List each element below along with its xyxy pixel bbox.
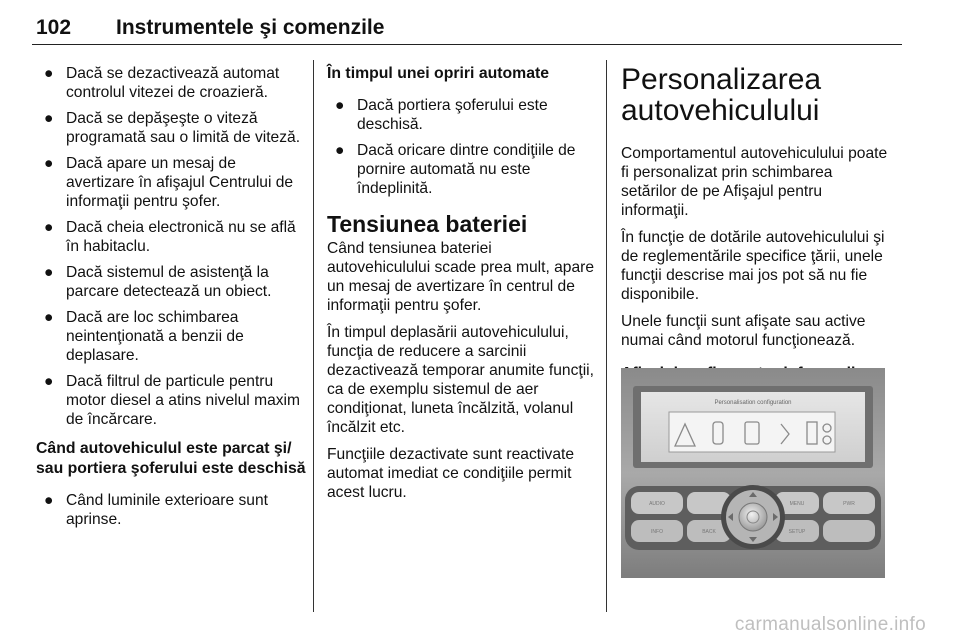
button-label: PWR: [843, 501, 855, 507]
button-label: MENU: [789, 501, 805, 507]
bullet-list: [36, 64, 306, 429]
section-title: Tensiunea bateriei: [327, 211, 528, 237]
chapter-title: Personalizarea autovehiculului: [621, 63, 822, 127]
section-heading: Când autovehiculul este parcat şi/ sau portiera şoferului este deschisă: [36, 440, 306, 477]
paragraph: Unele funcţii sunt afişate sau active numai când motorul funcţionează.: [621, 313, 866, 349]
paragraph: Când tensiunea bateriei autovehiculului scade prea mult, apare un mesaj de avertizare în centrul de informaţii pentru şofer.: [327, 240, 594, 314]
bullet-icon: ●: [44, 264, 54, 281]
column-1: [36, 64, 306, 536]
page-header: [32, 14, 902, 45]
info-display-photo: [621, 368, 885, 578]
column-divider: [313, 60, 314, 612]
multifunction-knob[interactable]: [739, 503, 767, 531]
bullet-icon: ●: [44, 219, 54, 236]
list-item: ● Dacă cheia electronică nu se află în habitaclu.: [44, 219, 296, 255]
bullet-icon: ●: [44, 492, 54, 509]
bullet-icon: ●: [44, 110, 54, 127]
bullet-icon: ●: [44, 65, 54, 82]
column-2: [327, 64, 595, 510]
bullet-list: [327, 96, 595, 198]
list-item: ● Dacă filtrul de particule pentru motor diesel a atins nivelul maxim de încărcare.: [44, 373, 300, 428]
tone-button[interactable]: [823, 520, 875, 542]
screen-title: Personalisation configuration: [714, 400, 792, 406]
column-3: [621, 64, 889, 396]
column-divider: [606, 60, 607, 612]
bullet-icon: ●: [335, 97, 345, 114]
list-item: ● Dacă se dezactivează automat controlul vitezei de croazieră.: [44, 65, 280, 101]
bullet-icon: ●: [44, 373, 54, 390]
bullet-icon: ●: [44, 155, 54, 172]
footer-watermark: carmanualsonline.info: [734, 614, 926, 635]
paragraph: În timpul deplasării autovehiculului, funcţia de reducere a sarcinii dezactivează temporar anumite funcţii, ca de exemplu sistemul de aer condiţionat, luneta încălzită, volanul încălzit etc.: [327, 324, 594, 436]
button-label: BACK: [702, 529, 716, 535]
button-label: SETUP: [788, 529, 806, 535]
bullet-list: [36, 491, 306, 529]
bullet-icon: ●: [44, 309, 54, 326]
list-item: ● Dacă portiera şoferului este deschisă.: [335, 97, 548, 133]
list-item: ● Dacă oricare dintre condiţiile de pornire automată nu este îndeplinită.: [335, 142, 576, 197]
paragraph: Comportamentul autovehiculului poate fi personalizat prin schimbarea setărilor de pe Afişajul pentru informaţii.: [621, 145, 888, 219]
section-heading: În timpul unei opriri automate: [327, 65, 550, 82]
paragraph: În funcţie de dotările autovehiculului şi de reglementările specifice ţării, unele funcţii descrise mai jos pot să nu fie disponibile.: [621, 229, 885, 303]
page-number: 102: [36, 16, 72, 39]
bullet-icon: ●: [335, 142, 345, 159]
list-item: ● Dacă are loc schimbarea neintenţionată a benzii de deplasare.: [44, 309, 244, 364]
list-item: ● Dacă apare un mesaj de avertizare în afişajul Centrului de informaţii pentru şofer.: [44, 155, 294, 210]
running-title: Instrumentele şi comenzile: [116, 16, 385, 39]
button-label: AUDIO: [649, 501, 665, 507]
info-display-illustration: [621, 368, 885, 578]
button-label: INFO: [651, 529, 663, 535]
list-item: ● Când luminile exterioare sunt aprinse.: [44, 492, 268, 528]
list-item: ● Dacă sistemul de asistenţă la parcare detectează un obiect.: [44, 264, 272, 300]
list-item: ● Dacă se depăşeşte o viteză programată sau o limită de viteză.: [44, 110, 301, 146]
paragraph: Funcţiile dezactivate sunt reactivate automat imediat ce condiţiile permit acest lucru.: [327, 446, 575, 501]
